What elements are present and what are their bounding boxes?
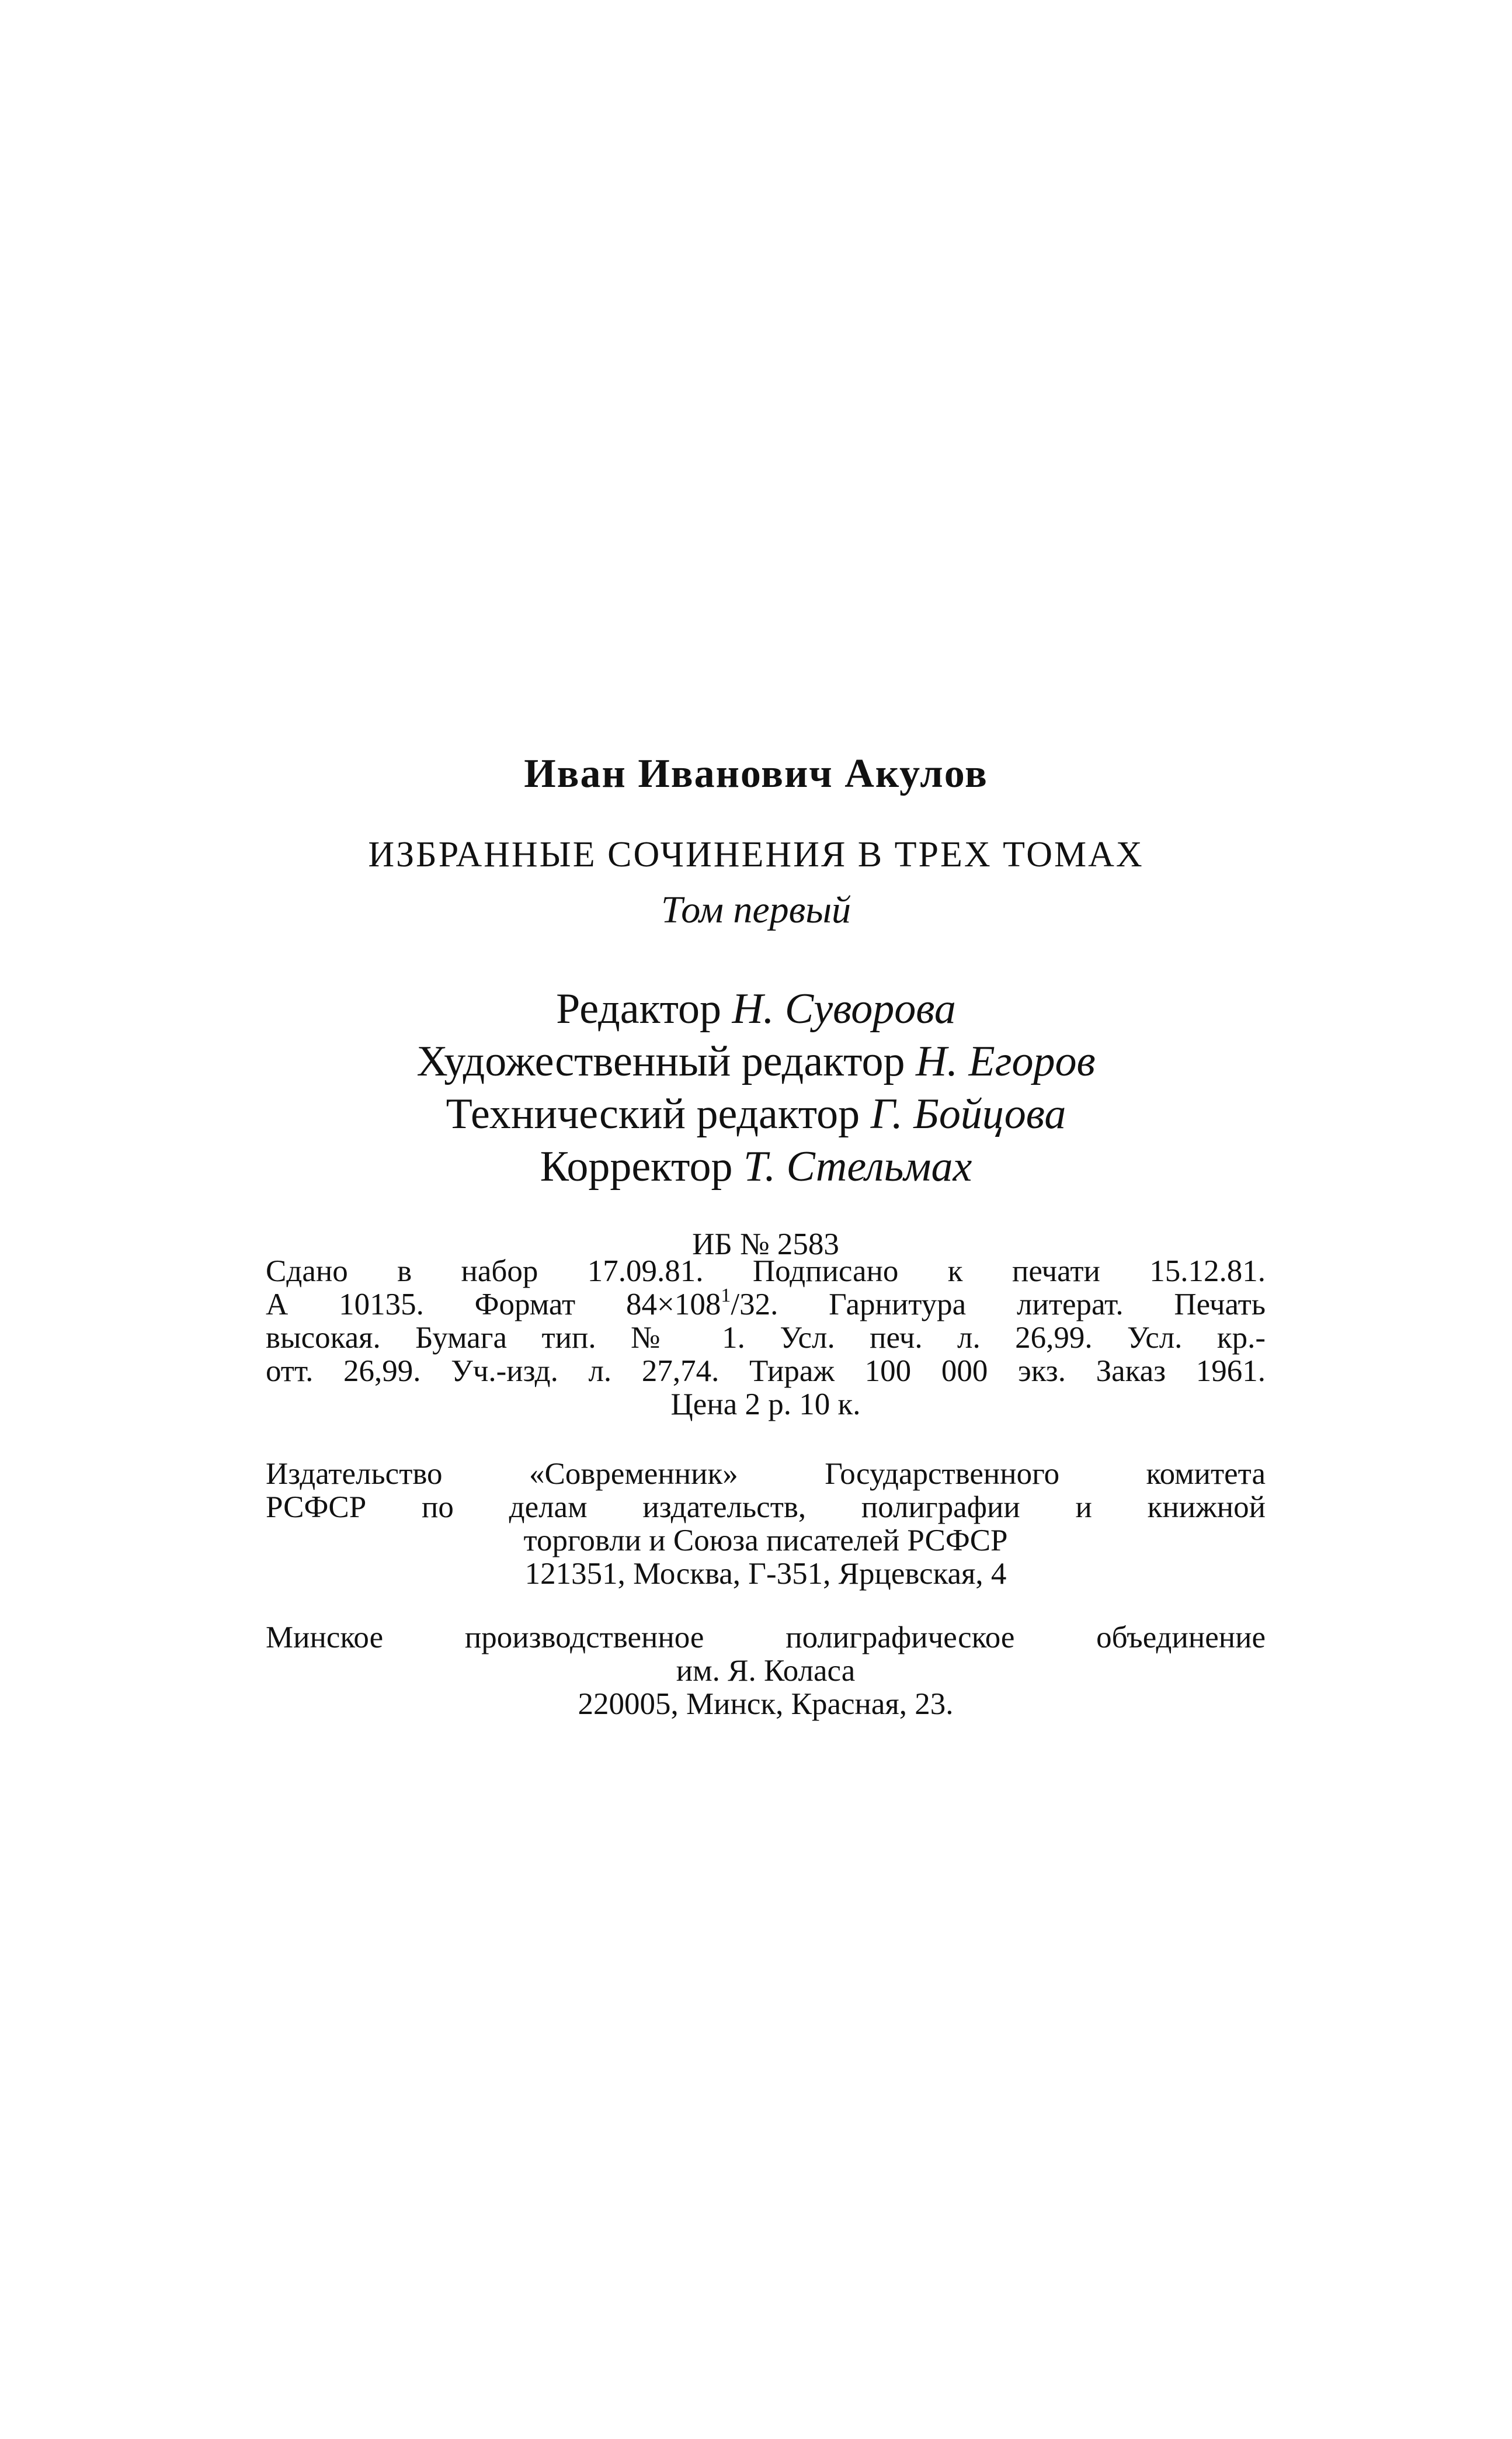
staff-role: Корректор (540, 1143, 733, 1191)
price: Цена 2 р. 10 к. (670, 1387, 861, 1421)
publisher-block (266, 1458, 1266, 1591)
imprint-block (266, 1255, 1266, 1421)
staff-editor (0, 987, 1512, 1031)
publisher-line: Издательство «Современник» Государственного комитета (266, 1457, 1266, 1491)
publisher-line: РСФСР по делам издательств, полиграфии и книжной (266, 1490, 1266, 1524)
series-title: ИЗБРАННЫЕ СОЧИНЕНИЯ В ТРЕХ ТОМАХ (368, 835, 1144, 875)
volume-title: Том первый (661, 889, 851, 931)
printer-block (266, 1621, 1266, 1721)
staff-name: Н. Егоров (916, 1038, 1096, 1085)
imprint-line-format (266, 1285, 1266, 1321)
printer-address: 220005, Минск, Красная, 23. (578, 1687, 954, 1721)
imprint-line: отт. 26,99. Уч.-изд. л. 27,74. Тираж 100 000 экз. Заказ 1961. (266, 1354, 1266, 1388)
staff-name: Г. Бойцова (870, 1090, 1066, 1138)
staff-proofreader (0, 1143, 1512, 1191)
printer-line: Минское производственное полиграфическое объединение (266, 1621, 1266, 1654)
author-name: Иван Иванович Акулов (524, 751, 988, 796)
staff-name: Т. Стельмах (743, 1143, 972, 1191)
staff-role: Технический редактор (446, 1090, 860, 1138)
imprint-format-text: А 10135. Формат 84×108 (266, 1288, 721, 1321)
imprint-line: Сдано в набор 17.09.81. Подписано к печати 15.12.81. (266, 1254, 1266, 1288)
staff-art-editor (0, 1040, 1512, 1083)
format-fraction-numerator: 1 (721, 1285, 731, 1306)
imprint-format-rest: /32. Гарнитура литерат. Печать (731, 1288, 1266, 1321)
staff-role: Редактор (556, 985, 721, 1033)
imprint-line: высокая. Бумага тип. № 1. Усл. печ. л. 26,99. Усл. кр.- (266, 1321, 1266, 1355)
publisher-address: 121351, Москва, Г-351, Ярцевская, 4 (524, 1557, 1007, 1591)
staff-tech-editor (0, 1092, 1512, 1136)
staff-role: Художественный редактор (416, 1038, 905, 1085)
printer-line: им. Я. Коласа (676, 1654, 856, 1688)
publisher-line: торговли и Союза писателей РСФСР (523, 1524, 1008, 1557)
ib-number: ИБ № 2583 (692, 1227, 839, 1261)
staff-name: Н. Суворова (732, 985, 956, 1033)
